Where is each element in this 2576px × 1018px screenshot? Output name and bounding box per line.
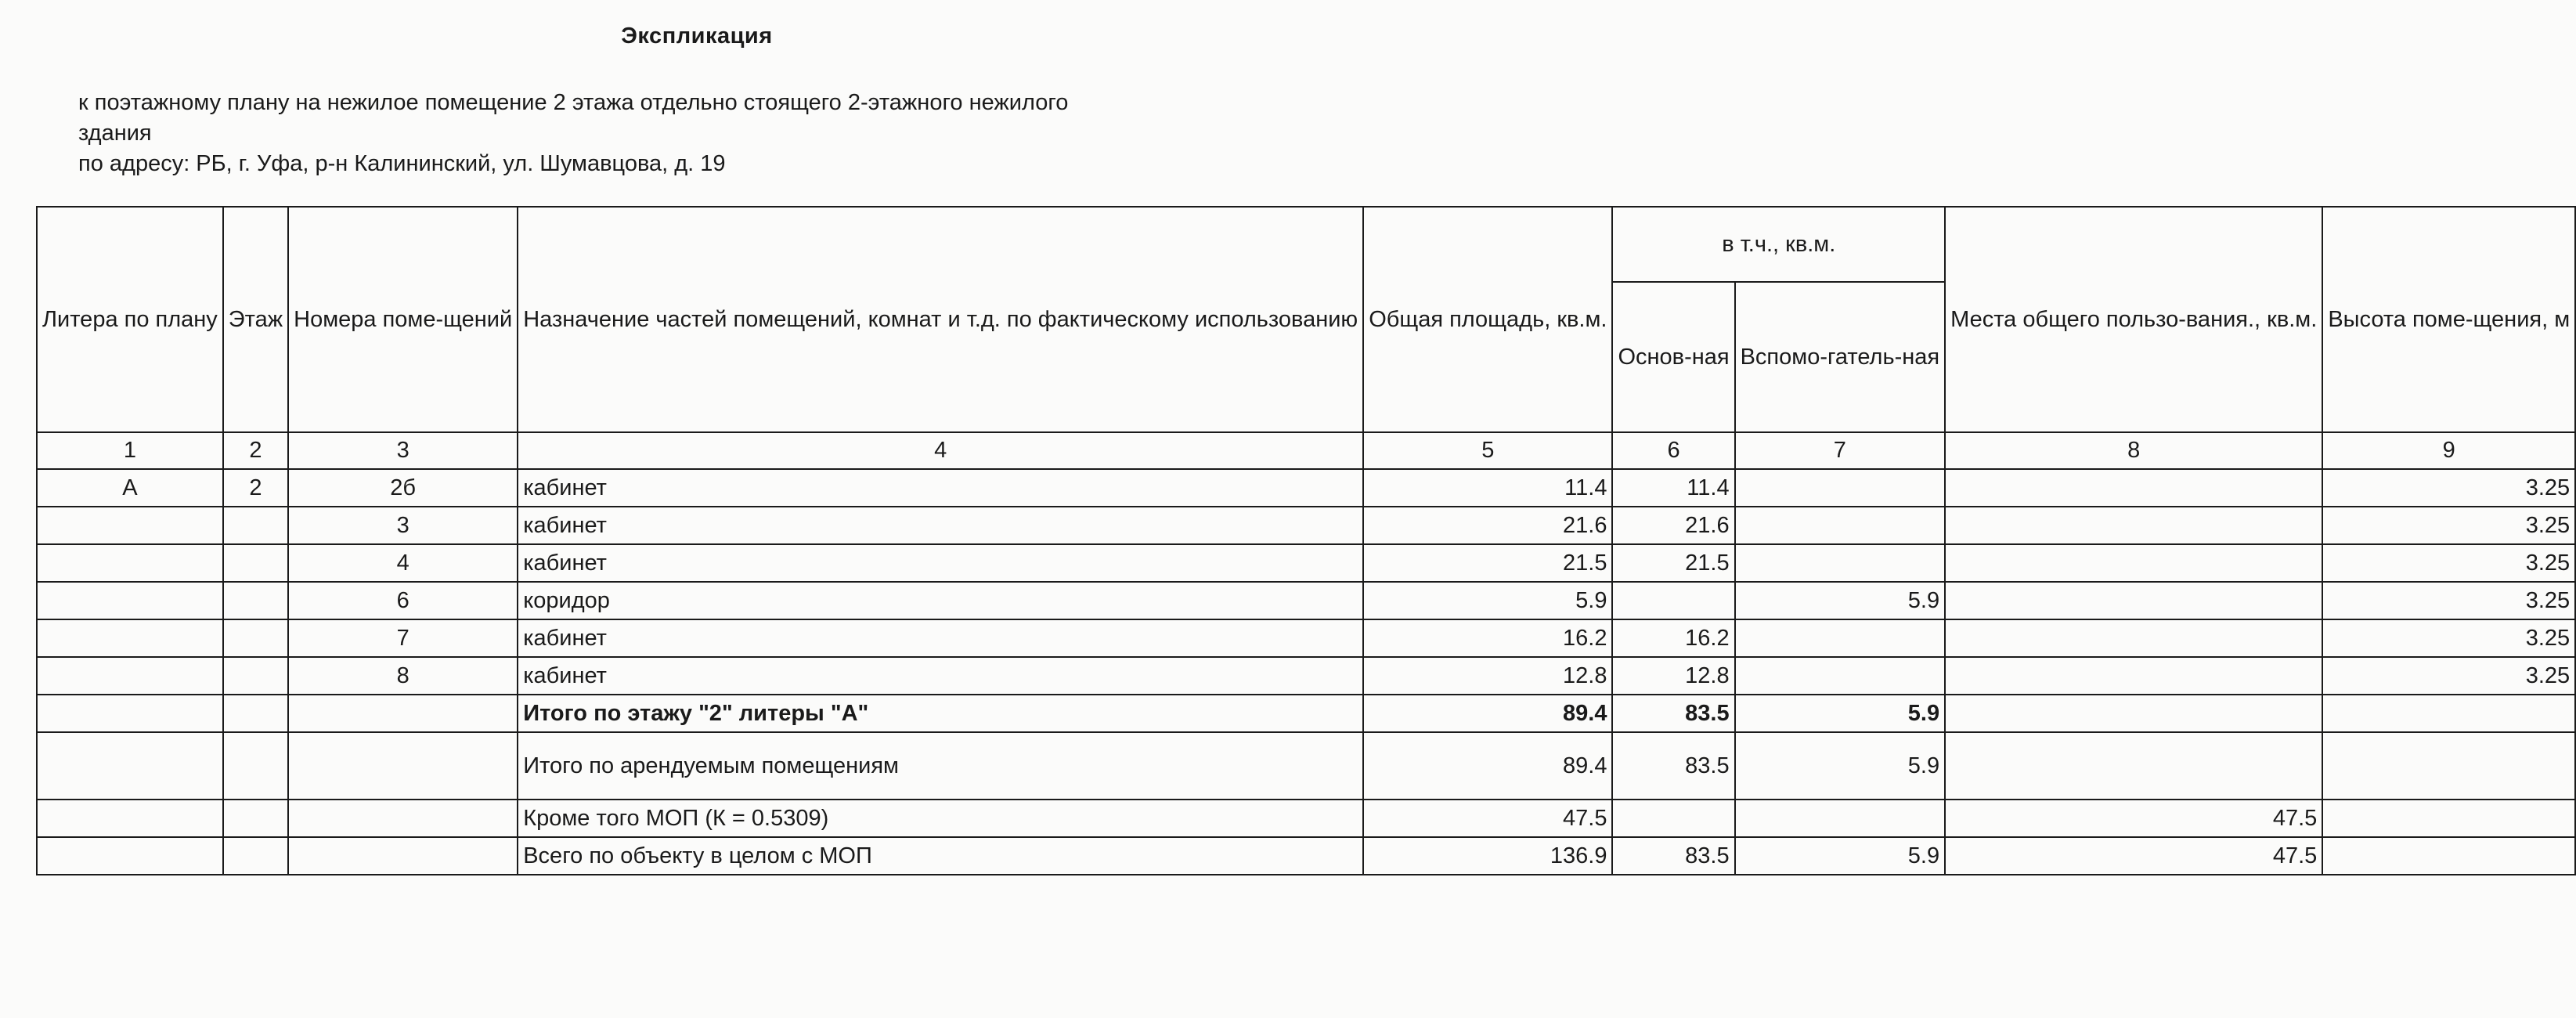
header-main-area: Основ-ная — [1612, 282, 1734, 432]
cell-common-area — [1945, 619, 2322, 657]
cell-height: 3.25 — [2322, 619, 2575, 657]
grand-total-row — [37, 837, 2575, 875]
grand-total-common: 47.5 — [1945, 837, 2322, 875]
cell-empty — [223, 732, 288, 800]
cell-height: 3.25 — [2322, 544, 2575, 582]
column-number: 8 — [1945, 432, 2322, 469]
floor-total-label: Итого по этажу "2" литеры "А" — [518, 695, 1363, 732]
cell-total-area: 16.2 — [1363, 619, 1612, 657]
cell-empty — [223, 800, 288, 837]
cell-empty — [1945, 732, 2322, 800]
grand-total-aux: 5.9 — [1735, 837, 1946, 875]
cell-room: 2б — [288, 469, 518, 507]
cell-empty — [2322, 695, 2575, 732]
column-number: 7 — [1735, 432, 1946, 469]
cell-purpose: кабинет — [518, 544, 1363, 582]
cell-purpose: кабинет — [518, 657, 1363, 695]
cell-empty — [1945, 695, 2322, 732]
cell-litera — [37, 619, 223, 657]
floor-total-aux: 5.9 — [1735, 695, 1946, 732]
cell-floor — [223, 507, 288, 544]
column-number: 4 — [518, 432, 1363, 469]
cell-empty — [288, 800, 518, 837]
cell-main-area — [1612, 582, 1734, 619]
cell-common-area — [1945, 507, 2322, 544]
intro-line-2: здания — [78, 121, 152, 146]
cell-purpose: кабинет — [518, 469, 1363, 507]
mop-common-area: 47.5 — [1945, 800, 2322, 837]
rented-total-aux: 5.9 — [1735, 732, 1946, 800]
cell-main-area: 21.5 — [1612, 544, 1734, 582]
cell-litera — [37, 507, 223, 544]
cell-empty — [2322, 837, 2575, 875]
rented-total-label: Итого по арендуемым помещениям — [518, 732, 1363, 800]
cell-floor: 2 — [223, 469, 288, 507]
cell-aux-area — [1735, 544, 1946, 582]
header-common-areas: Места общего пользо-вания., кв.м. — [1945, 207, 2322, 432]
grand-total-label: Всего по объекту в целом с МОП — [518, 837, 1363, 875]
cell-empty — [1612, 800, 1734, 837]
cell-main-area: 21.6 — [1612, 507, 1734, 544]
column-number: 3 — [288, 432, 518, 469]
cell-purpose: кабинет — [518, 507, 1363, 544]
column-number-row — [37, 432, 2575, 469]
cell-empty — [288, 732, 518, 800]
cell-empty — [37, 837, 223, 875]
cell-room: 4 — [288, 544, 518, 582]
table-row — [37, 619, 2575, 657]
rented-total-main: 83.5 — [1612, 732, 1734, 800]
table-row — [37, 469, 2575, 507]
header-aux-area: Вспомо-гатель-ная — [1735, 282, 1946, 432]
cell-floor — [223, 619, 288, 657]
cell-height: 3.25 — [2322, 657, 2575, 695]
cell-floor — [223, 657, 288, 695]
cell-purpose: коридор — [518, 582, 1363, 619]
cell-main-area: 11.4 — [1612, 469, 1734, 507]
cell-aux-area: 5.9 — [1735, 582, 1946, 619]
cell-total-area: 21.6 — [1363, 507, 1612, 544]
cell-room: 6 — [288, 582, 518, 619]
cell-litera — [37, 582, 223, 619]
cell-floor — [223, 544, 288, 582]
rented-total-row — [37, 732, 2575, 800]
cell-common-area — [1945, 469, 2322, 507]
mop-label: Кроме того МОП (К = 0.5309) — [518, 800, 1363, 837]
column-number: 6 — [1612, 432, 1734, 469]
mop-row — [37, 800, 2575, 837]
intro-line-1: к поэтажному плану на нежилое помещение 2 этажа отдельно стоящего 2-этажного нежилого — [78, 90, 1069, 115]
column-number: 2 — [223, 432, 288, 469]
cell-height: 3.25 — [2322, 469, 2575, 507]
cell-litera — [37, 657, 223, 695]
cell-litera — [37, 544, 223, 582]
cell-main-area: 12.8 — [1612, 657, 1734, 695]
cell-empty — [223, 837, 288, 875]
cell-height: 3.25 — [2322, 507, 2575, 544]
cell-common-area — [1945, 544, 2322, 582]
floor-total-area: 89.4 — [1363, 695, 1612, 732]
cell-total-area: 11.4 — [1363, 469, 1612, 507]
header-including-group: в т.ч., кв.м. — [1612, 207, 1945, 282]
cell-common-area — [1945, 582, 2322, 619]
rented-total-area: 89.4 — [1363, 732, 1612, 800]
cell-empty — [2322, 800, 2575, 837]
header-room-number: Номера поме-щений — [288, 207, 518, 432]
mop-total-area: 47.5 — [1363, 800, 1612, 837]
cell-empty — [288, 837, 518, 875]
grand-total-area: 136.9 — [1363, 837, 1612, 875]
header-litera: Литера по плану — [37, 207, 223, 432]
cell-aux-area — [1735, 469, 1946, 507]
header-purpose: Назначение частей помещений, комнат и т.д. по фактическому использованию — [518, 207, 1363, 432]
floor-total-row — [37, 695, 2575, 732]
document-intro — [78, 88, 1300, 179]
table-row — [37, 507, 2575, 544]
column-number: 1 — [37, 432, 223, 469]
header-room-height: Высота поме-щения, м — [2322, 207, 2575, 432]
column-number: 5 — [1363, 432, 1612, 469]
cell-empty — [2322, 732, 2575, 800]
cell-purpose: кабинет — [518, 619, 1363, 657]
cell-room: 7 — [288, 619, 518, 657]
cell-total-area: 21.5 — [1363, 544, 1612, 582]
cell-empty — [37, 800, 223, 837]
cell-aux-area — [1735, 507, 1946, 544]
cell-empty — [1735, 800, 1946, 837]
cell-total-area: 12.8 — [1363, 657, 1612, 695]
cell-litera: А — [37, 469, 223, 507]
cell-common-area — [1945, 657, 2322, 695]
header-total-area: Общая площадь, кв.м. — [1363, 207, 1612, 432]
grand-total-main: 83.5 — [1612, 837, 1734, 875]
cell-height: 3.25 — [2322, 582, 2575, 619]
table-row — [37, 657, 2575, 695]
column-number: 9 — [2322, 432, 2575, 469]
cell-empty — [37, 732, 223, 800]
cell-empty — [37, 695, 223, 732]
floor-total-main: 83.5 — [1612, 695, 1734, 732]
cell-floor — [223, 582, 288, 619]
explication-table — [36, 206, 2576, 875]
cell-room: 3 — [288, 507, 518, 544]
table-row — [37, 544, 2575, 582]
document-title: Экспликация — [621, 23, 773, 49]
intro-line-3: по адресу: РБ, г. Уфа, р-н Калининский, ул. Шумавцова, д. 19 — [78, 151, 726, 176]
cell-aux-area — [1735, 619, 1946, 657]
cell-aux-area — [1735, 657, 1946, 695]
cell-empty — [223, 695, 288, 732]
cell-room: 8 — [288, 657, 518, 695]
cell-total-area: 5.9 — [1363, 582, 1612, 619]
cell-empty — [288, 695, 518, 732]
header-floor: Этаж — [223, 207, 288, 432]
table-row — [37, 582, 2575, 619]
cell-main-area: 16.2 — [1612, 619, 1734, 657]
